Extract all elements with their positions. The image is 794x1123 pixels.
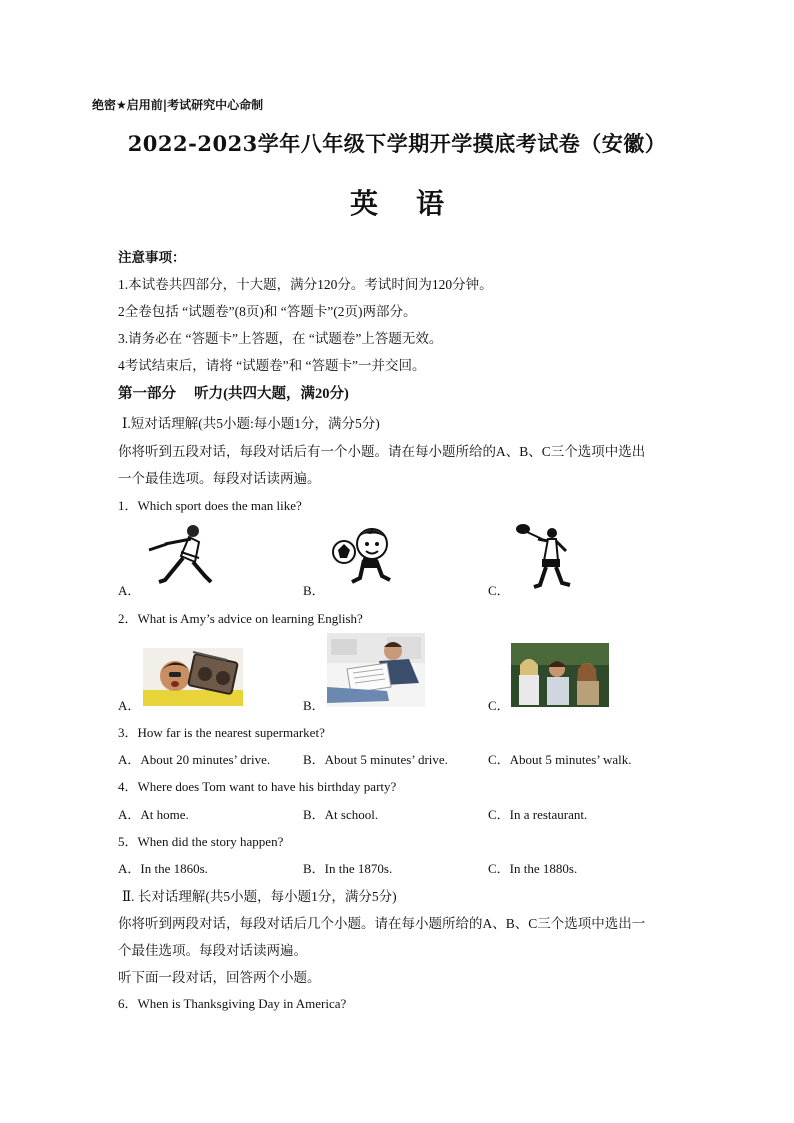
baseball-player-image [145, 522, 217, 592]
q4-option-b: B．At school. [303, 807, 379, 822]
q5-option-a: A．In the 1860s. [118, 861, 208, 876]
q1-option-c: C． [488, 583, 510, 598]
notes-heading: 注意事项： [118, 250, 186, 265]
q4-option-a: A．At home. [118, 807, 189, 822]
reading-newspaper-photo [327, 633, 425, 707]
question-3: 3．How far is the nearest supermarket? [118, 725, 325, 740]
section2-instruction-3: 听下面一段对话，回答两个小题。 [118, 970, 321, 985]
section1-instruction-2: 一个最佳选项。每段对话读两遍。 [118, 471, 321, 486]
section2-instruction-2: 个最佳选项。每段对话读两遍。 [118, 943, 307, 958]
soccer-boy-image [330, 524, 398, 588]
friends-talking-photo [511, 643, 609, 707]
question-6: 6．When is Thanksgiving Day in America? [118, 996, 347, 1011]
subject-title: 英语 [349, 187, 482, 220]
q3-option-a: A．About 20 minutes’ drive. [118, 752, 271, 767]
q5-option-b: B．In the 1870s. [303, 861, 393, 876]
q3-option-b: B．About 5 minutes’ drive. [303, 752, 448, 767]
question-4: 4．Where does Tom want to have his birthday party? [118, 779, 397, 794]
confidential-label: 绝密★启用前|考试研究中心命制 [92, 98, 264, 112]
q3-option-c: C．About 5 minutes’ walk. [488, 752, 632, 767]
note-item-4: 4考试结束后，请将 “试题卷”和 “答题卡”一并交回。 [118, 358, 426, 373]
tennis-player-image [512, 521, 578, 591]
question-1: 1．Which sport does the man like? [118, 498, 302, 513]
part1-heading: 第一部分 听力(共四大题，满20分) [118, 386, 349, 402]
q1-option-b: B． [303, 583, 325, 598]
q2-option-a: A． [118, 698, 141, 713]
note-item-2: 2全卷包括 “试题卷”(8页)和 “答题卡”(2页)两部分。 [118, 304, 417, 319]
note-item-3: 3.请务必在 “答题卡”上答题，在 “试题卷”上答题无效。 [118, 331, 443, 346]
radio-listening-photo [143, 648, 243, 706]
section1-title: Ⅰ.短对话理解(共5小题:每小题1分，满分5分) [122, 416, 380, 431]
q2-option-c: C． [488, 698, 510, 713]
question-2: 2．What is Amy’s advice on learning English? [118, 611, 363, 626]
section2-title: Ⅱ. 长对话理解(共5小题，每小题1分，满分5分) [122, 889, 397, 904]
q2-option-b: B． [303, 698, 325, 713]
exam-title: 2022-2023学年八年级下学期开学摸底考试卷（安徽） [127, 131, 667, 156]
q5-option-c: C．In the 1880s. [488, 861, 578, 876]
q1-option-a: A． [118, 583, 141, 598]
note-item-1: 1.本试卷共四部分，十大题，满分120分。考试时间为120分钟。 [118, 277, 493, 292]
section2-instruction-1: 你将听到两段对话，每段对话后几个小题。请在每小题所给的A、B、C三个选项中选出一 [118, 916, 646, 931]
q4-option-c: C．In a restaurant. [488, 807, 588, 822]
question-5: 5．When did the story happen? [118, 834, 284, 849]
section1-instruction-1: 你将听到五段对话，每段对话后有一个小题。请在每小题所给的A、B、C三个选项中选出 [118, 444, 646, 459]
